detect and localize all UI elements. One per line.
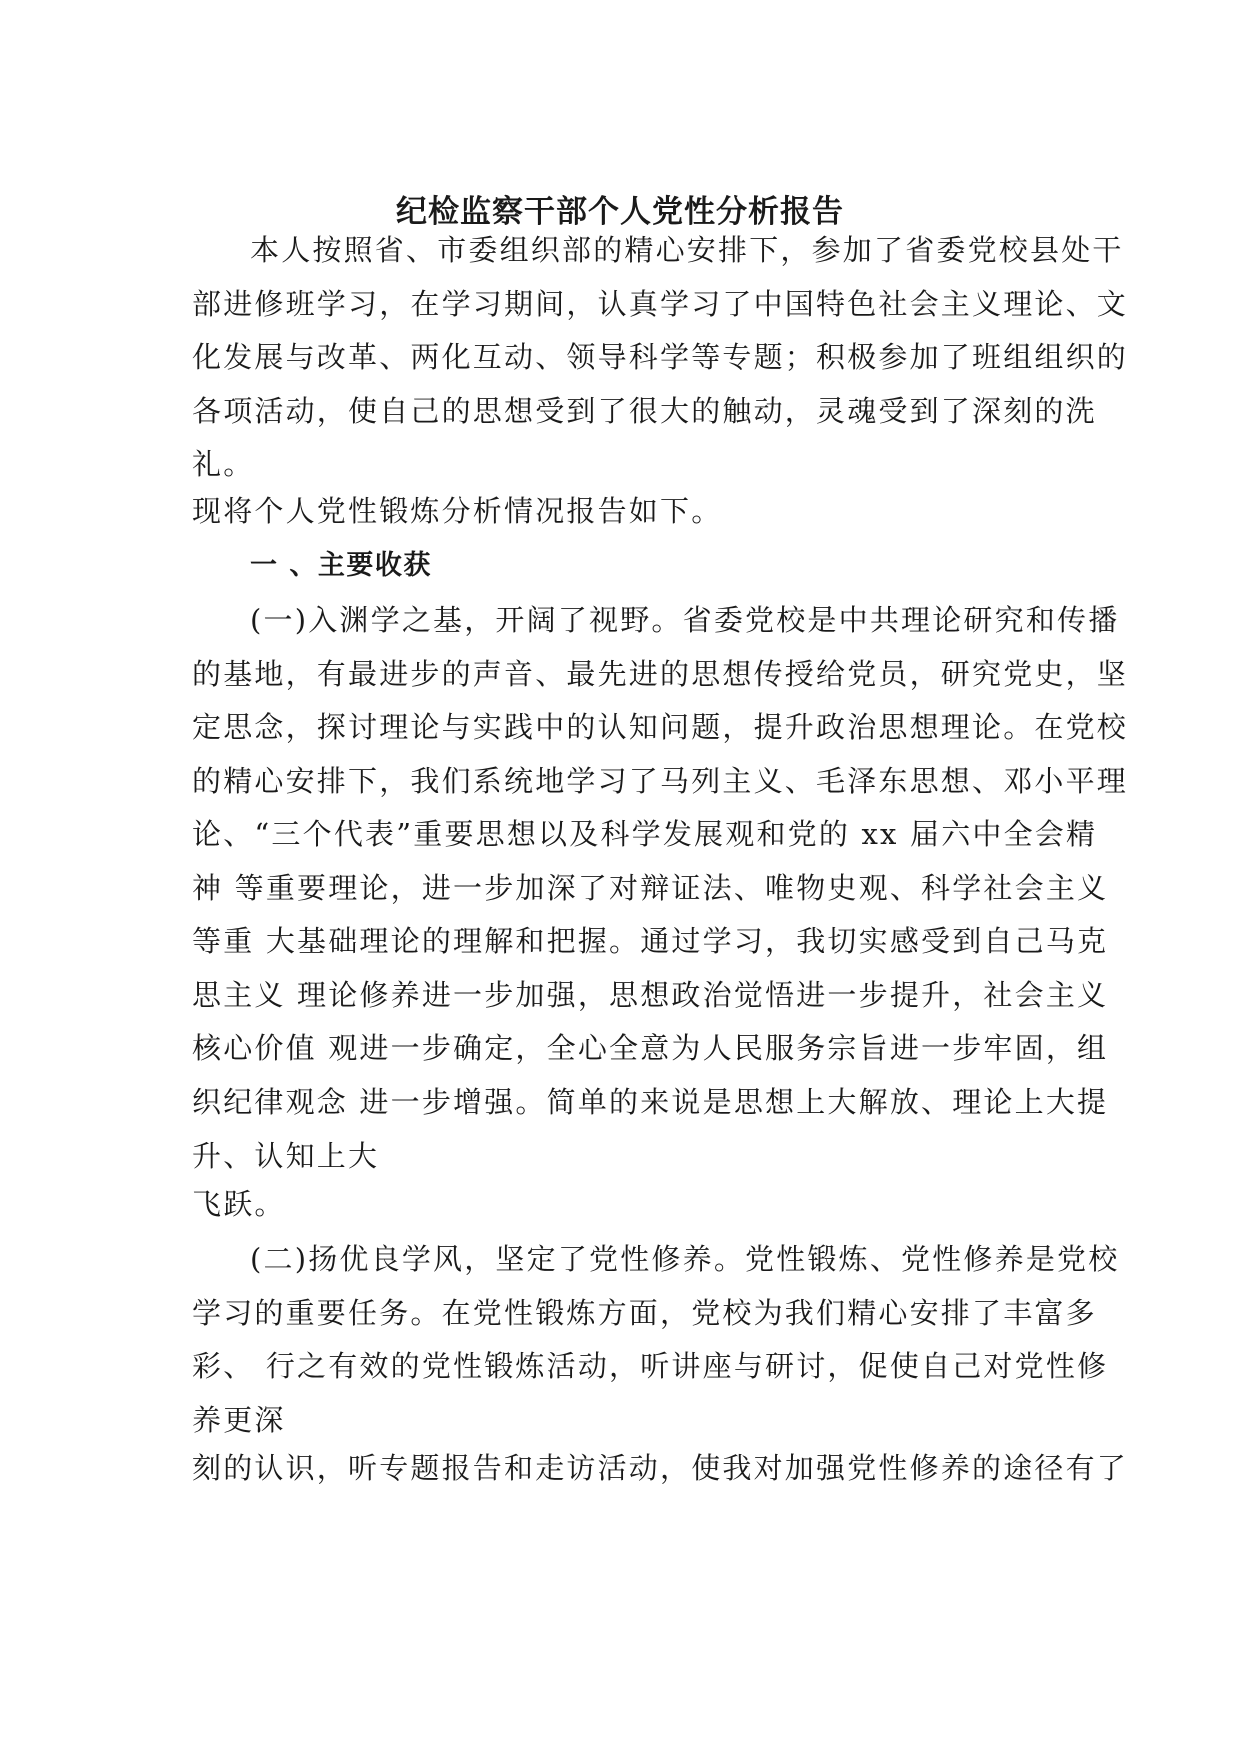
paragraph-line: 现将个人党性锻炼分析情况报告如下。: [192, 494, 723, 528]
paragraph-line: 等重 大基础理论的理解和把握。通过学习，我切实感受到自己马克: [192, 924, 1109, 958]
paragraph-line: 神 等重要理论，进一步加深了对辩证法、唯物史观、科学社会主义: [192, 871, 1109, 905]
paragraph-line: 升、认知上大: [192, 1139, 380, 1173]
paragraph-line: 核心价值 观进一步确定，全心全意为人民服务宗旨进一步牢固，组: [192, 1031, 1109, 1065]
paragraph-line: 养更深: [192, 1403, 286, 1437]
section-heading: 一 、主要收获: [250, 550, 432, 581]
paragraph-line: 学习的重要任务。在党性锻炼方面，党校为我们精心安排了丰富多: [192, 1296, 1097, 1330]
paragraph-line: 部进修班学习，在学习期间，认真学习了中国特色社会主义理论、文: [192, 287, 1129, 321]
paragraph-line: 彩、 行之有效的党性锻炼活动，听讲座与研讨，促使自己对党性修: [192, 1349, 1109, 1383]
paragraph-line: 论、“三个代表”重要思想以及科学发展观和党的 xx 届六中全会精: [192, 817, 1098, 851]
paragraph-line: (二)扬优良学风，坚定了党性修养。党性锻炼、党性修养是党校: [250, 1242, 1120, 1276]
paragraph-line: 礼。: [192, 447, 255, 481]
paragraph-line: 的精心安排下，我们系统地学习了马列主义、毛泽东思想、邓小平理: [192, 764, 1129, 798]
paragraph-line: 织纪律观念 进一步增强。简单的来说是思想上大解放、理论上大提: [192, 1085, 1109, 1119]
paragraph-line: 思主义 理论修养进一步加强，思想政治觉悟进一步提升，社会主义: [192, 978, 1109, 1012]
paragraph-line: 本人按照省、市委组织部的精心安排下，参加了省委党校县处干: [250, 233, 1124, 267]
paragraph-line: (一)入渊学之基，开阔了视野。省委党校是中共理论研究和传播: [250, 603, 1120, 637]
paragraph-line: 各项活动，使自己的思想受到了很大的触动，灵魂受到了深刻的洗: [192, 394, 1097, 428]
paragraph-line: 的基地，有最进步的声音、最先进的思想传授给党员，研究党史，坚: [192, 657, 1129, 691]
paragraph-line: 飞跃。: [192, 1187, 286, 1221]
document-title: 纪检监察干部个人党性分析报告: [396, 194, 844, 230]
paragraph-line: 定思念，探讨理论与实践中的认知问题，提升政治思想理论。在党校: [192, 710, 1129, 744]
paragraph-line: 化发展与改革、两化互动、领导科学等专题；积极参加了班组组织的: [192, 340, 1129, 374]
paragraph-line: 刻的认识，听专题报告和走访活动，使我对加强党性修养的途径有了: [192, 1451, 1129, 1485]
